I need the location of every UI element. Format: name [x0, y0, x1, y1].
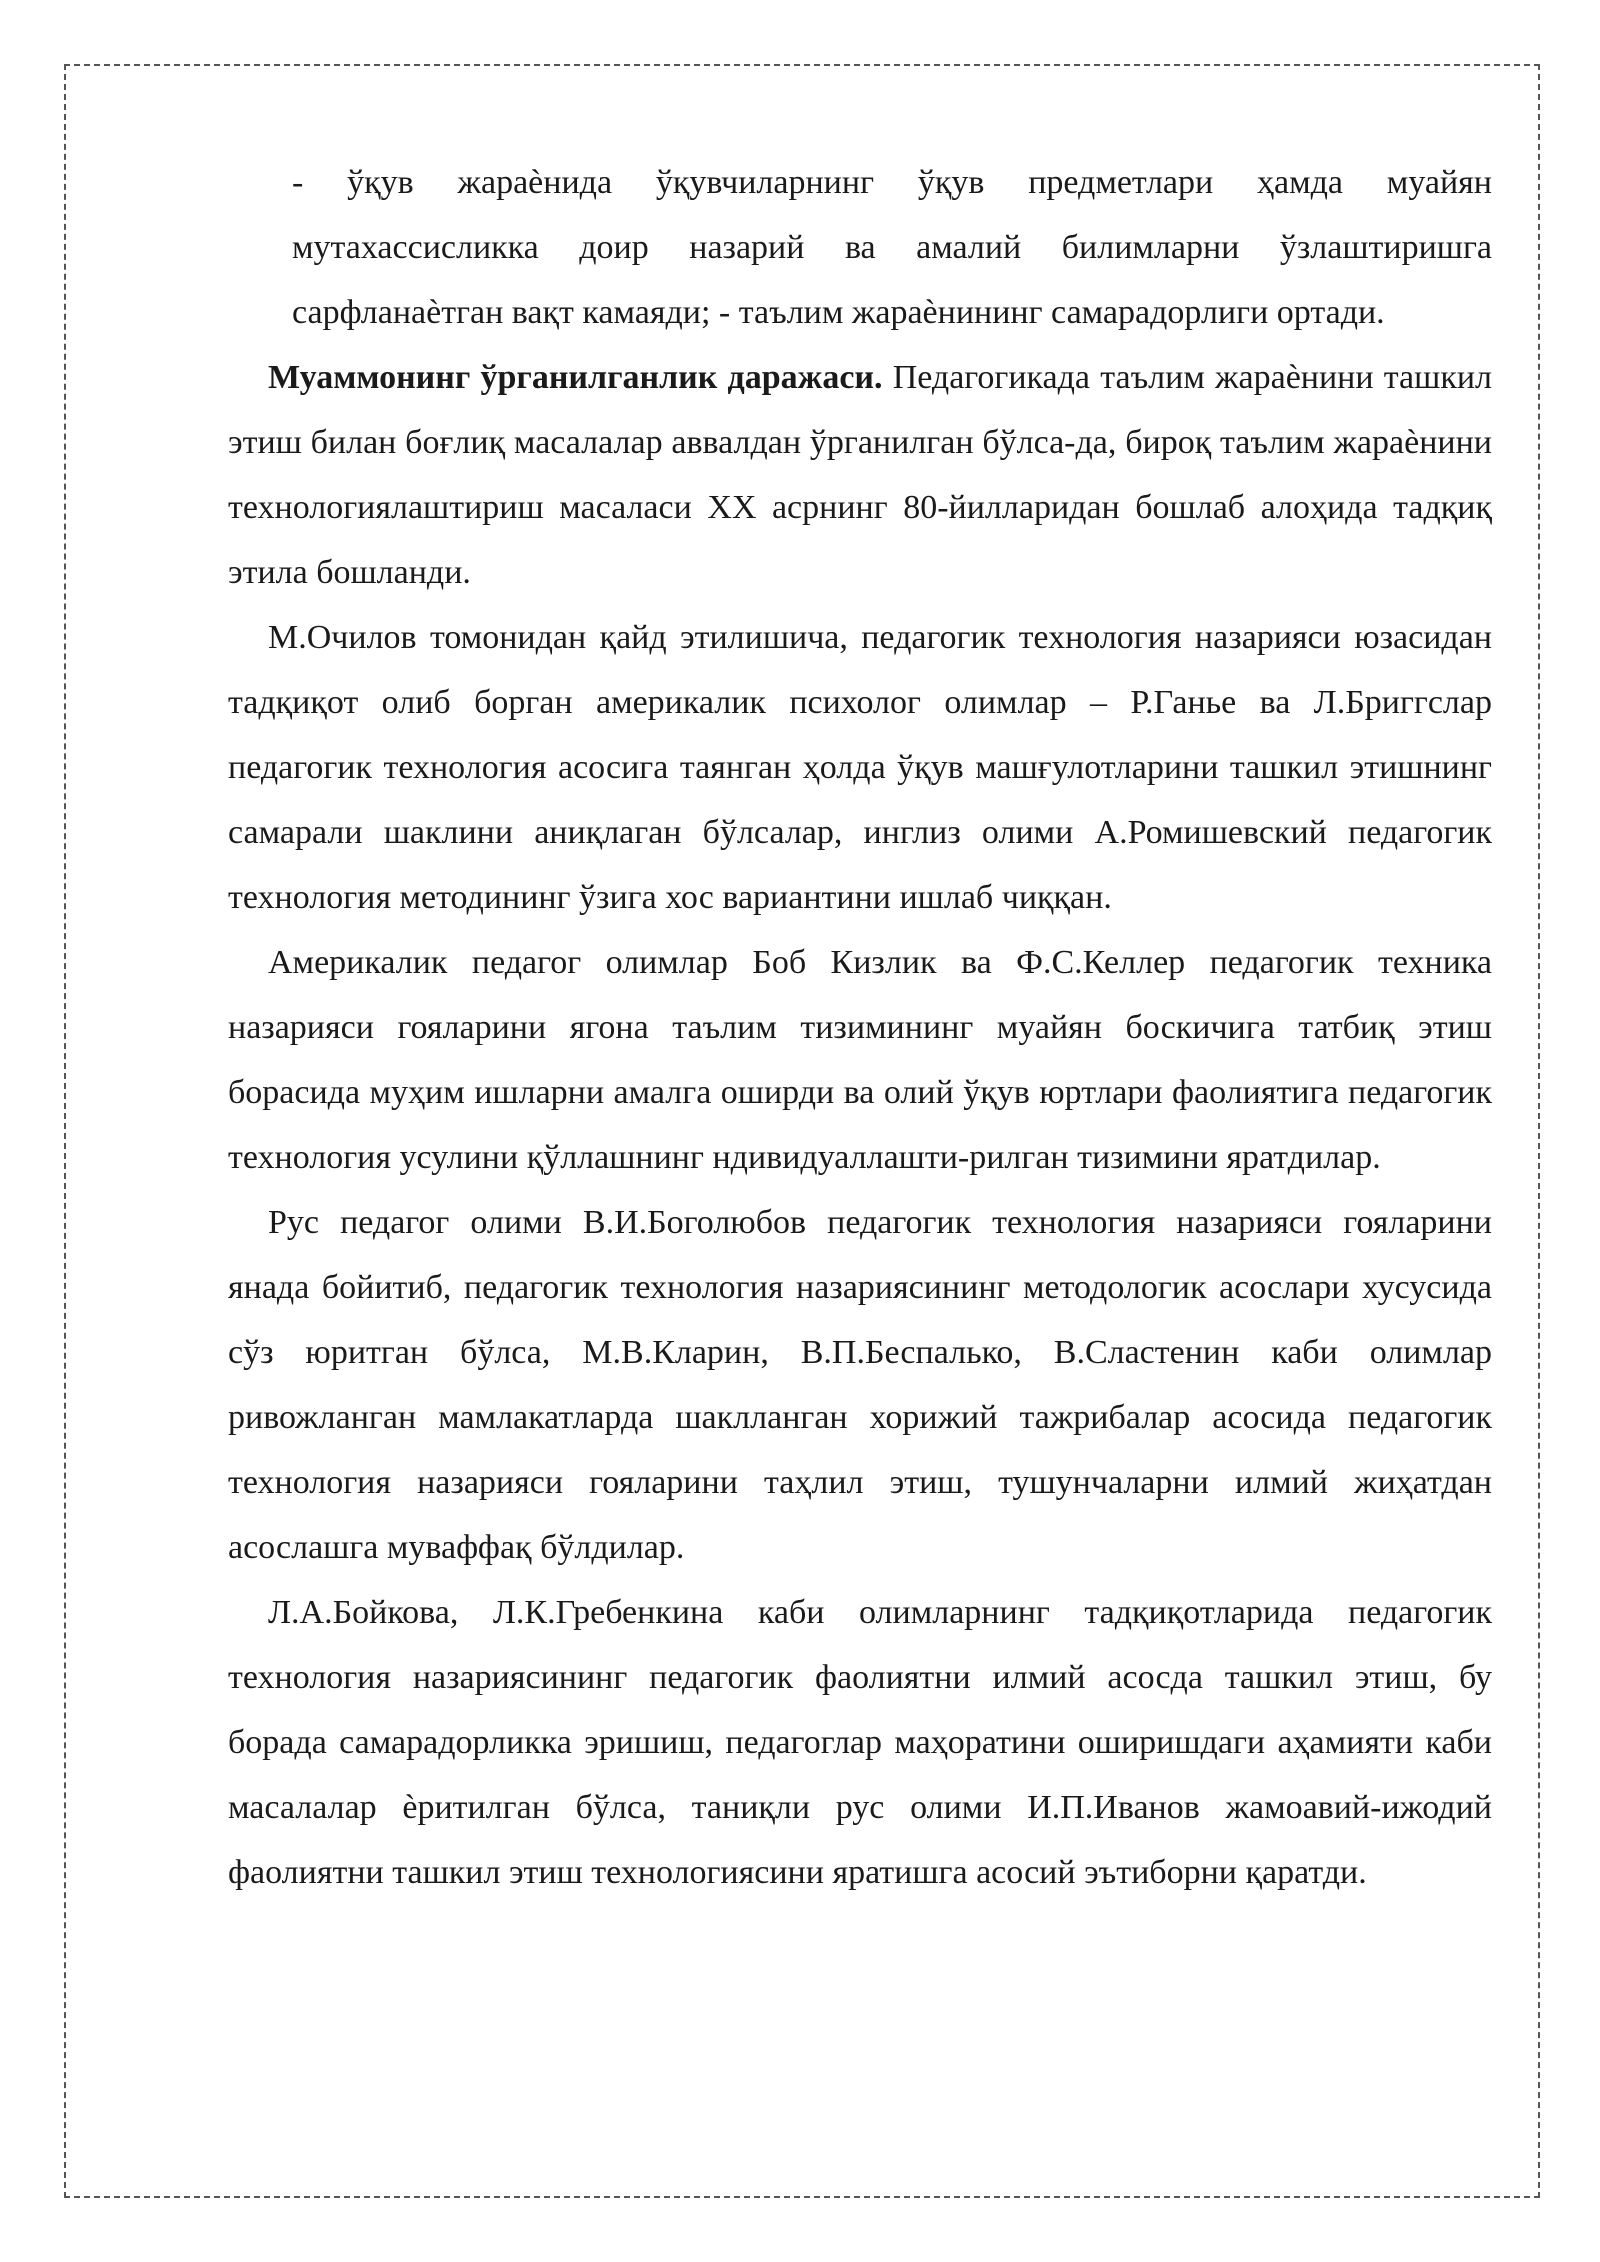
paragraph-ochilov: М.Очилов томонидан қайд этилишича, педагогик технология назарияси юзасидан тадқиқот олиб борган америкалик психолог олимлар – Р.Ганье ва Л.Бриггслар педагогик технология асосига таянган ҳолда ўқув машғулотларини ташкил этишнинг самарали шаклини аниқлаган бўлсалар, инглиз олими А.Ромишевский педагогик технология методининг ўзига хос вариантини ишлаб чиққан. [228, 619, 1492, 916]
paragraph-boykova: Л.А.Бойкова, Л.К.Гребенкина каби олимларнинг тадқиқотларида педагогик технология назариясининг педагогик фаолиятни илмий асосда ташкил этиш, бу борада самарадорликка эришиш, педагоглар маҳоратини оширишдаги аҳамияти каби масалалар ѐритилган бўлса, таниқли рус олими И.П.Иванов жамоавий-ижодий фаолиятни ташкил этиш технологиясини яратишга асосий эътиборни қаратди. [228, 1594, 1492, 1891]
intro-list-item: - ўқув жараѐнида ўқувчиларнинг ўқув предметлари ҳамда муайян мутахассисликка доир назарий ва амалий билимларни ўзлаштиришга сарфланаѐтган вақт камаяди; - таълим жараѐнининг самарадорлиги ортади. [292, 164, 1492, 331]
paragraph-american-scholars: Америкалик педагог олимлар Боб Кизлик ва Ф.С.Келлер педагогик техника назарияси гояларини ягона таълим тизимининг муайян боскичига татбиқ этиш борасида муҳим ишларни амалга оширди ва олий ўқув юртлари фаолиятига педагогик технология усулини қўллашнинг ндивидуаллашти-рилган тизимини яратдилар. [228, 944, 1492, 1176]
paragraph-russian-scholars: Рус педагог олими В.И.Боголюбов педагогик технология назарияси гояларини янада бойитиб, педагогик технология назариясининг методологик асослари хусусида сўз юритган бўлса, М.В.Кларин, В.П.Беспалько, В.Сластенин каби олимлар ривожланган мамлакатларда шаклланган хорижий тажрибалар асосида педагогик технология назарияси гояларини таҳлил этиш, тушунчаларни илмий жиҳатдан асослашга муваффақ бўлдилар. [228, 1204, 1492, 1566]
document-body [228, 150, 1492, 1905]
section-heading: Муаммонинг ўрганилганлик даражаси. [268, 359, 883, 396]
section-lead-text: Педагогикада таълим жараѐнини ташкил этиш билан боғлиқ масалалар аввалдан ўрганилган бўлса-да, бироқ таълим жараѐнини технологиялаштириш масаласи XX асрнинг 80-йилларидан бошлаб алоҳида тадқиқ этила бошланди. [228, 359, 1492, 591]
section-paragraph [228, 345, 1492, 605]
